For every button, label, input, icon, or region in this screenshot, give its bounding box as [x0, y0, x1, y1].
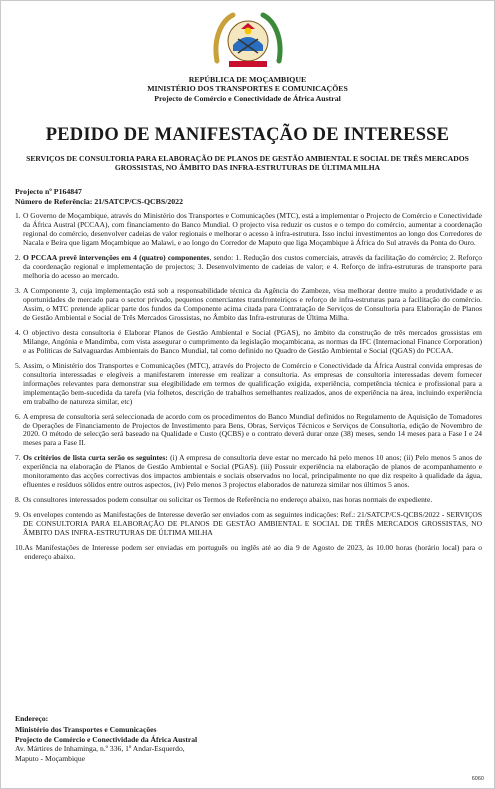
- paragraph-text: Os envelopes contendo as Manifestações de Interesse deverão ser enviados com as seguintes indicações: Ref.: 21/SATCP/CS-QCBS/2022 - SERVIÇOS DE CONSULTORIA PARA ELABORAÇÃO DE PLANOS DE GESTÃO AMBIENTAL E SOCIAL DE TRÊS MERCADOS GROSSISTAS, NO ÂMBITO DAS INFRA-ESTRUTURAS DE ÚLTIMA MILHA: [23, 510, 482, 538]
- notice-body: [15, 212, 482, 568]
- paragraph-number: 2.: [15, 252, 21, 262]
- paragraph-text: Os consultores interessados podem consultar ou solicitar os Termos de Referência no endereço abaixo, nas horas normais de expediente.: [23, 495, 433, 505]
- country-name: REPÚBLICA DE MOÇAMBIQUE: [188, 75, 307, 84]
- paragraph-text: A Componente 3, cuja implementação está sob a responsabilidade técnica da Agência do Zambeze, visa melhorar dentre muito a produtividade e as oportunidades de mercado para o sector privado, pequenos comerciantes transfronteiriços e reforço de infra-estruturas para a facilitação do comércio. Assim, o MTC pretende aplicar parte dos fundos da Componente acima citada para Contratação de Serviços de Consultoria para Elaboração de Planos de Gestão Ambiental e Social de Três Mercados Grossistas, no Âmbito das Infra-estruturas de Última Milha.: [23, 285, 482, 322]
- paragraph-1: [15, 212, 482, 248]
- paragraph-number: 10.: [15, 543, 25, 553]
- paragraph-number: 6.: [15, 411, 21, 421]
- mozambique-emblem-icon: [211, 9, 285, 75]
- ministry-name: MINISTÉRIO DOS TRANSPORTES E COMUNICAÇÕES: [147, 84, 348, 94]
- page-subtitle: SERVIÇOS DE CONSULTORIA PARA ELABORAÇÃO DE PLANOS DE GESTÃO AMBIENTAL E SOCIAL DE TRÊS MERCADOS GROSSISTAS, NO ÂMBITO DAS INFRA-ESTRUTURAS DE ÚLTIMA MILHA: [26, 154, 469, 173]
- reference-number: Número de Referência: 21/SATCP/CS-QCBS/2022: [15, 196, 183, 206]
- address-line: Ministério dos Transportes e Comunicações: [15, 725, 157, 735]
- project-name: Projecto de Comércio e Conectividade de África Austral: [154, 93, 341, 103]
- paragraph-number: 1.: [15, 211, 21, 220]
- paragraph-number: 3.: [15, 285, 21, 295]
- paragraph-3: [15, 287, 482, 323]
- reference-block: [15, 187, 183, 206]
- paragraph-number: 5.: [15, 360, 21, 370]
- paragraph-number: 4.: [15, 327, 21, 337]
- paragraph-7: [15, 454, 482, 490]
- paragraph-text: Os critérios de lista curta serão os seguintes: (i) A empresa de consultoria deve estar no mercado há pelo menos 10 anos; (ii) Pelo menos 5 anos de experiência na elaboração de Planos de Gestão Ambiental e Social (PGAS). (iii) Possuir experiência na elaboração de planos de acompanhamento e monitoramento das acções correctivas dos impactos ambientais e sociais observados no local, principalmente no que diz respeito à qualidade da água, efluentes e resíduos sólidos entre outros aspectos, (iv) Pelo menos 3 projectos elaborados de natureza similar nos últimos 5 anos.: [23, 453, 482, 490]
- paragraph-text: A empresa de consultoria será seleccionada de acordo com os procedimentos do Banco Mundial definidos no Regulamento de Aquisição de Tomadores de Operações de Financiamento de Projectos de Investimento para Bens, Obras, Serviços Técnicos e Serviços de Consultoria, edição de Novembro de 2020. O método de selecção será baseado na Qualidade e Custo (QCBS) e o contrato deverá durar onze (38) meses, sendo 14 meses para a Fase I e 24 meses para a Fase II.: [23, 411, 482, 448]
- paragraph-number: 7.: [15, 453, 21, 463]
- paragraph-2: [15, 254, 482, 281]
- paragraph-number: 8.: [15, 495, 21, 505]
- paragraph-10: [15, 544, 482, 562]
- address-block: [15, 714, 197, 763]
- paragraph-text: As Manifestações de Interesse podem ser enviadas em português ou inglês até ao dia 9 de Agosto de 2023, às 10.00 horas (horário local) para o endereço abaixo.: [24, 543, 482, 562]
- address-line: Av. Mártires de Inhaminga, n.º 336, 1º Andar-Esquerdo,: [15, 744, 185, 754]
- ad-code: 6060: [471, 776, 484, 782]
- paragraph-number: 9.: [15, 510, 21, 520]
- project-number: Projecto nº P164847: [15, 187, 82, 196]
- paragraph-text: O objectivo desta consultoria é Elaborar Planos de Gestão Ambiental e Social (PGAS), no âmbito da construção de três mercados grossistas em Milange, Angónia e Mandimba, com vista assegurar o cumprimento da legislação moçambicana, as normas da IFC (Internacional Finance Corporation) e as Políticas de Salvaguardas Ambientais do Banco Mundial, tal como definido no Quadro de Gestão Ambiental e Social (QGAS) do PCCAA.: [23, 327, 482, 355]
- paragraph-5: [15, 362, 482, 407]
- paragraph-9: [15, 511, 482, 538]
- address-label: Endereço:: [15, 714, 49, 723]
- paragraph-text: O PCCAA prevê intervenções em 4 (quatro) componentes, sendo: 1. Redução dos custos comerciais, através da facilitação do comércio; 2. Reforço da coordenação regional e implementação de projectos; 3. Desenvolvimento de cadeias de valor; e 4. Reforço de infra-estruturas de transporte para melhoria do acesso ao mercado.: [23, 252, 482, 280]
- paragraph-4: [15, 329, 482, 356]
- page-title: PEDIDO DE MANIFESTAÇÃO DE INTERESSE: [45, 125, 450, 145]
- paragraph-text: O Governo de Moçambique, através do Ministério dos Transportes e Comunicações (MTC), está a implementar o Projecto de Comércio e Conectividade da África Austral (PCCAA), com financiamento do Banco Mundial. O projecto visa reduzir os custos e o tempo do comércio, aumentar a coordenação regional do comércio, desenvolver cadeias de valor regionais e melhorar o acesso à infra-estrutura. Isso inclui investimentos ao longo dos Corredores de Nacala e Beira que ligam Moçambique ao Malawi, e ao longo do Corredor de Maputo que liga Moçambique à África do Sul através da Ponta do Ouro.: [23, 211, 482, 247]
- issuer-header: [1, 75, 494, 103]
- paragraph-text: Assim, o Ministério dos Transportes e Comunicações (MTC), através do Projecto de Comércio e Conectividade da África Austral convida empresas de consultoria interessadas e elegíveis a manifestarem interesse em realizar a consultoria. As empresas de consultoria interessadas devem fornecer informações relevantes para demonstrar sua elegibilidade em termos de qualificação exigida, experiência, competência técnica e profissional para a implementação bem-sucedida da tarefa (via folhetos, descrição de trabalhos semelhantes realizados, anos de experiência na área, incluindo experiência em trabalho de natureza similar, etc): [23, 360, 482, 406]
- paragraph-6: [15, 413, 482, 449]
- address-line: Maputo - Moçambique: [15, 753, 86, 763]
- paragraph-8: [15, 496, 482, 505]
- address-line: Projecto de Comércio e Conectividade da África Austral: [15, 734, 198, 744]
